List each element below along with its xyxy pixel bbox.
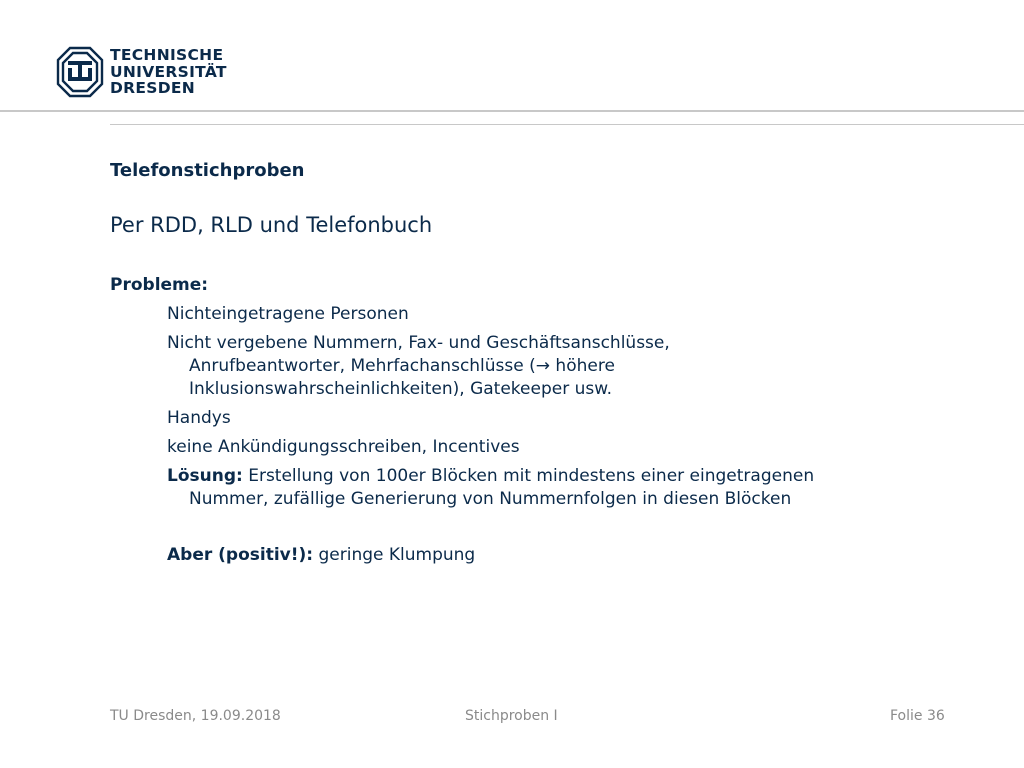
list-item bbox=[167, 465, 967, 511]
footer-date: TU Dresden, 19.09.2018 bbox=[110, 708, 281, 724]
slide-title: Telefonstichproben bbox=[110, 160, 305, 181]
problem-list bbox=[167, 303, 967, 517]
logo-line-1: TECHNISCHE bbox=[110, 46, 224, 64]
list-item-line: Erstellung von 100er Blöcken mit mindestens einer eingetragenen bbox=[242, 466, 815, 486]
list-item bbox=[167, 407, 967, 430]
solution-label: Lösung: bbox=[167, 466, 243, 486]
list-item-text: Nichteingetragene Personen bbox=[167, 304, 409, 324]
list-item-continuation bbox=[167, 355, 967, 378]
aber-line bbox=[167, 545, 475, 565]
list-item-line: Nummer, zufällige Generierung von Nummernfolgen in diesen Blöcken bbox=[189, 489, 792, 509]
footer-slide-number: Folie 36 bbox=[890, 708, 945, 724]
list-item-line: Anrufbeantworter, Mehrfachanschlüsse ( bbox=[189, 356, 536, 376]
probleme-heading: Probleme: bbox=[110, 275, 209, 295]
header-divider bbox=[0, 110, 1024, 112]
list-item bbox=[167, 303, 967, 326]
list-item-line: höhere bbox=[550, 356, 615, 376]
aber-label: Aber (positiv!): bbox=[167, 545, 314, 565]
logo-line-3: DRESDEN bbox=[110, 79, 196, 97]
list-item-line: Nicht vergebene Nummern, Fax- und Geschäftsanschlüsse, bbox=[167, 333, 670, 353]
list-item-text: keine Ankündigungsschreiben, Incentives bbox=[167, 437, 520, 457]
university-name bbox=[110, 47, 227, 97]
arrow-right-icon: → bbox=[535, 356, 551, 376]
list-item-line: Inklusionswahrscheinlichkeiten), Gatekeeper usw. bbox=[189, 379, 612, 399]
slide-subtitle: Per RDD, RLD und Telefonbuch bbox=[110, 213, 433, 237]
aber-text: geringe Klumpung bbox=[313, 545, 476, 565]
list-item-text: Handys bbox=[167, 408, 231, 428]
footer-topic: Stichproben I bbox=[465, 708, 558, 724]
header-divider-secondary bbox=[110, 124, 1024, 125]
list-item bbox=[167, 436, 967, 459]
list-item bbox=[167, 332, 967, 401]
logo-line-2: UNIVERSITÄT bbox=[110, 62, 227, 81]
tu-dresden-logo-icon bbox=[56, 46, 104, 98]
